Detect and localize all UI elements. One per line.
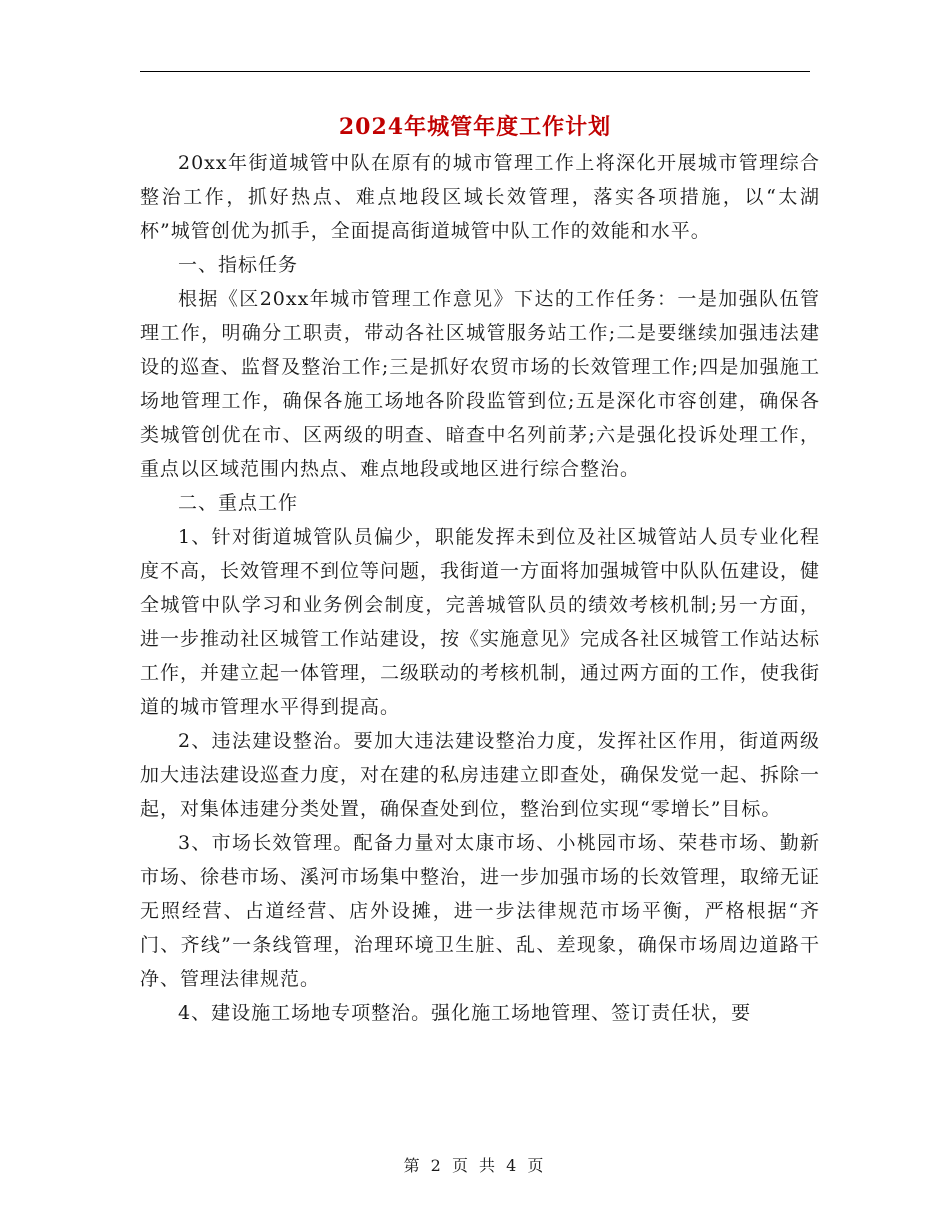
section-heading-targets: 一、指标任务 [178,254,299,276]
key-work-item-2: 2、违法建设整治。要加大违法建设整治力度，发挥社区作用，街道两级加大违法建设巡查力度，对在建的私房违建立即查处，确保发觉一起、拆除一起，对集体违建分类处置，确保查处到位，整治到位实现“零增长”目标。 [140,730,821,820]
header-rule [140,71,810,72]
section-targets-paragraph: 根据《区20xx年城市管理工作意见》下达的工作任务：一是加强队伍管理工作，明确分工职责，带动各社区城管服务站工作;二是要继续加强违法建设的巡查、监督及整治工作;三是抓好农贸市场的长效管理工作;四是加强施工场地管理工作，确保各施工场地各阶段监管到位;五是深化市容创建，确保各类城管创优在市、区两级的明查、暗查中名列前茅;六是强化投诉处理工作，重点以区域范围内热点、难点地段或地区进行综合整治。 [140,288,820,480]
document-title: 2024年城管年度工作计划 [338,114,612,140]
key-work-item-3: 3、市场长效管理。配备力量对太康市场、小桃园市场、荣巷市场、勤新市场、徐巷市场、溪河市场集中整治，进一步加强市场的长效管理，取缔无证无照经营、占道经营、店外设摊，进一步法律规范市场平衡，严格根据“齐门、齐线”一条线管理，治理环境卫生脏、乱、差现象，确保市场周边道路干净、管理法律规范。 [140,832,821,990]
key-work-item-4: 4、建设施工场地专项整治。强化施工场地管理、签订责任状，要 [178,1002,752,1024]
section-heading-key-work: 二、重点工作 [178,492,299,514]
page-number: 第 2 页 共 4 页 [403,1156,547,1175]
intro-paragraph: 20xx年街道城管中队在原有的城市管理工作上将深化开展城市管理综合整治工作，抓好热点、难点地段区域长效管理，落实各项措施，以“太湖杯”城管创优为抓手，全面提高街道城管中队工作的效能和水平。 [140,152,820,242]
key-work-item-1: 1、针对街道城管队员偏少，职能发挥未到位及社区城管站人员专业化程度不高，长效管理不到位等问题，我街道一方面将加强城管中队队伍建设，健全城管中队学习和业务例会制度，完善城管队员的绩效考核机制;另一方面，进一步推动社区城管工作站建设，按《实施意见》完成各社区城管工作站达标工作，并建立起一体管理，二级联动的考核机制，通过两方面的工作，使我街道的城市管理水平得到提高。 [140,526,821,718]
document-body [140,146,820,1030]
